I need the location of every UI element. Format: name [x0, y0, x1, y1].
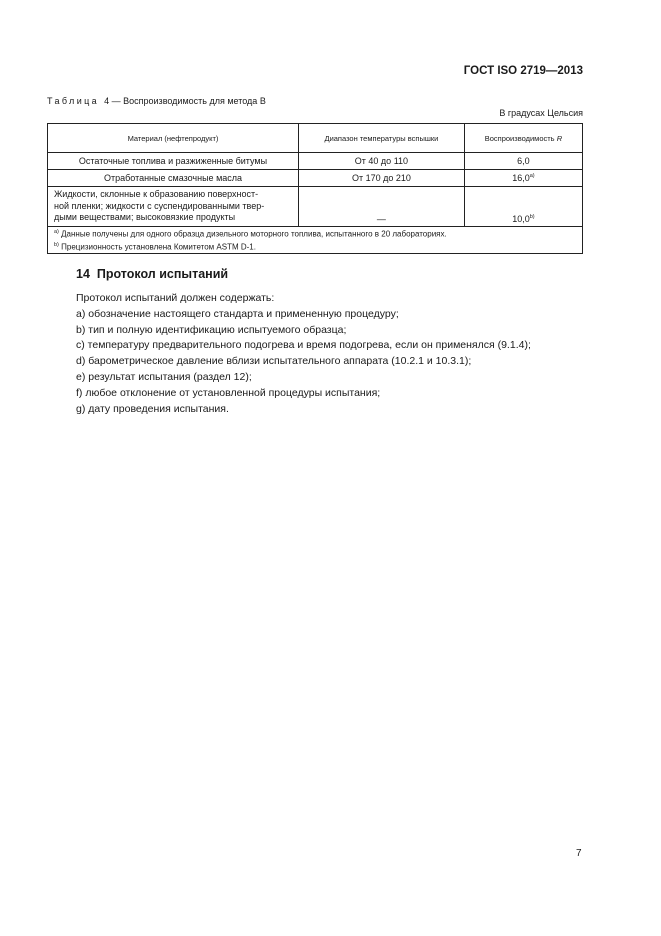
material-line: Жидкости, склонные к образованию поверхност- — [54, 189, 259, 199]
reproducibility-cell — [464, 170, 582, 187]
list-item: a) обозначение настоящего стандарта и примененную процедуру; — [76, 307, 399, 320]
table-row — [48, 153, 583, 170]
table-row — [48, 187, 583, 227]
section-body — [76, 291, 531, 417]
reproducibility-cell — [464, 187, 582, 227]
list-item: f) любое отклонение от установленной процедуры испытания; — [76, 386, 381, 399]
table-header-row — [48, 124, 583, 153]
list-item: b) тип и полную идентификацию испытуемого образца; — [76, 323, 347, 336]
range-cell: От 40 до 110 — [299, 153, 465, 170]
range-cell: — — [299, 187, 465, 227]
column-header-material: Материал (нефтепродукт) — [48, 124, 299, 153]
reproducibility-value: 10,0 — [512, 213, 530, 224]
table-row — [48, 170, 583, 187]
reproducibility-symbol: R — [556, 133, 563, 143]
footnote-mark: b) — [54, 241, 59, 248]
column-header-range: Диапазон температуры вспышки — [299, 124, 465, 153]
section-title-text: Протокол испытаний — [96, 267, 229, 281]
list-item: e) результат испытания (раздел 12); — [76, 370, 252, 383]
reproducibility-value: 16,0 — [512, 173, 530, 183]
table-caption-text: — Воспроизводимость для метода В — [111, 96, 266, 106]
section-number: 14 — [76, 267, 90, 281]
table-caption-label: Таблица — [47, 96, 100, 106]
table-caption — [47, 96, 266, 106]
material-cell: Остаточные топлива и разжиженные битумы — [48, 153, 299, 170]
material-cell — [48, 187, 299, 227]
section-title — [76, 267, 228, 281]
material-cell: Отработанные смазочные масла — [48, 170, 299, 187]
section-intro: Протокол испытаний должен содержать: — [76, 292, 275, 304]
footnote-ref: a) — [529, 173, 535, 179]
list-item: c) температуру предварительного подогрева и время подогрева, если он применялся (9.1.4); — [76, 339, 531, 352]
column-header-reproducibility-label: Воспроизводимость — [484, 133, 555, 143]
list-item: g) дату проведения испытания. — [76, 402, 229, 415]
footnote-text: Прецизионность установлена Комитетом ASTM D-1. — [61, 242, 256, 252]
material-line: дыми веществами; высоковязкие продукты — [54, 212, 236, 222]
column-header-reproducibility — [464, 124, 582, 153]
reproducibility-cell: 6,0 — [464, 153, 582, 170]
footnote — [54, 227, 576, 240]
footnotes-cell — [48, 226, 583, 253]
reproducibility-table — [47, 123, 583, 254]
table-units: В градусах Цельсия — [499, 108, 583, 118]
page-number: 7 — [576, 848, 582, 859]
standard-header: ГОСТ ISO 2719—2013 — [463, 65, 583, 77]
material-line: ной пленки; жидкости с суспендированными твер- — [54, 200, 265, 211]
footnote — [54, 240, 576, 253]
footnote-mark: a) — [54, 228, 59, 235]
footnote-text: Данные получены для одного образца дизельного моторного топлива, испытанного в 20 лабораториях. — [61, 229, 447, 239]
table-caption-number: 4 — [104, 96, 110, 106]
list-item: d) барометрическое давление вблизи испытательного аппарата (10.2.1 и 10.3.1); — [76, 355, 472, 368]
footnote-row — [48, 226, 583, 253]
range-cell: От 170 до 210 — [299, 170, 465, 187]
footnote-ref: b) — [529, 213, 535, 220]
